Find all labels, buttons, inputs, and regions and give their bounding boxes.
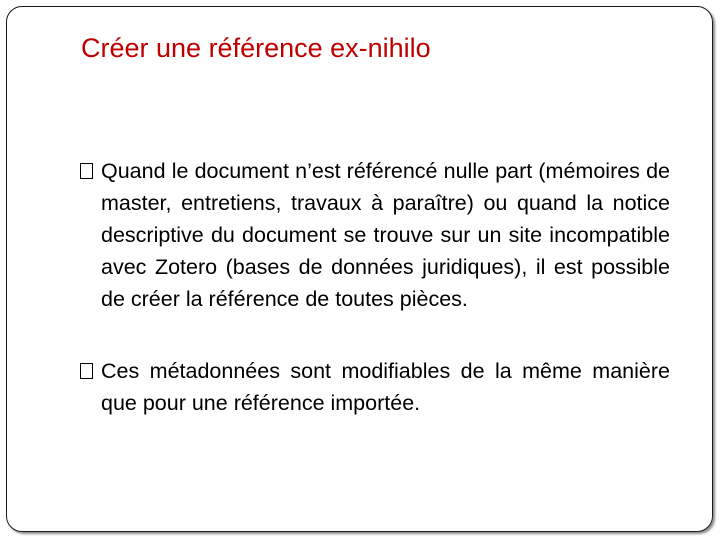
bullet-item: [80, 355, 670, 419]
bullet-list: [80, 155, 670, 419]
bullet-item: [80, 155, 670, 315]
slide-title: Créer une référence ex-nihilo: [81, 33, 431, 63]
square-bullet-icon: [80, 363, 93, 379]
bullet-text: Quand le document n’est référencé nulle part (mémoires de master, entretiens, travaux à paraître) ou quand la notice descriptive du document se trouve sur un site incompatible avec Zotero (bases de données juridiques), il est possible de créer la référence de toutes pièces.: [101, 159, 670, 311]
square-bullet-icon: [80, 163, 93, 179]
bullet-text: Ces métadonnées sont modifiables de la même manière que pour une référence importée.: [101, 359, 670, 415]
